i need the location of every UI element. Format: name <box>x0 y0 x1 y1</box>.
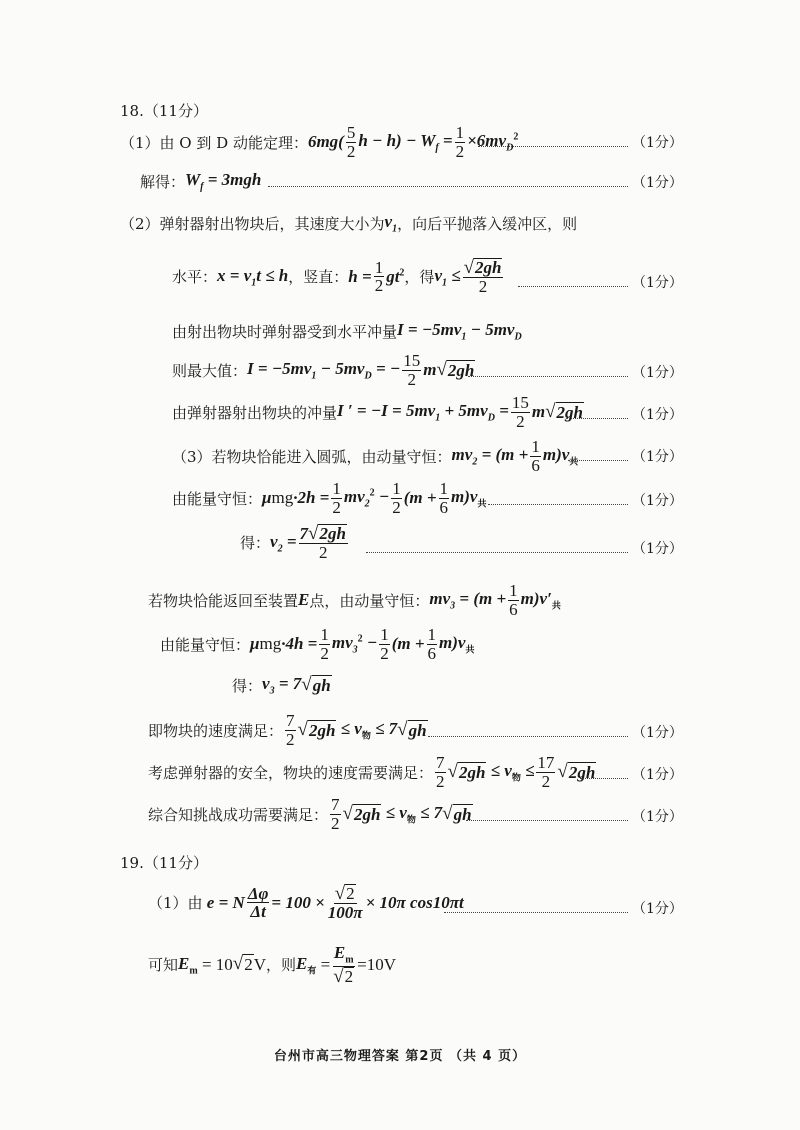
leader-dots <box>468 376 628 377</box>
leader-dots <box>466 820 628 821</box>
leader-dots <box>428 736 628 737</box>
q18-p3-v3: 得： $v_3 = 7$ √ gh <box>232 673 331 697</box>
score-mark: （1分） <box>632 135 683 151</box>
score-mark: （1分） <box>632 493 683 509</box>
score-mark: （1分） <box>632 901 683 917</box>
q18-p3-return-energy: 由能量守恒： μ mg ·4h = $\frac{1}{2}$ $mv_3^2$ − $\frac{1}{2}$ (m + $\frac{1}{6}$ $m)v_共$ <box>160 625 475 663</box>
q19-heading: 19.（11分） <box>120 854 208 872</box>
score-mark: （1分） <box>632 407 683 423</box>
q19-p1-equation: （1）由 e = N $\frac{\Delta\varphi}{\Delta t}$ = 100 × √ 2 100π × 10π cos10πt <box>148 883 464 922</box>
q18-heading: 18.（11分） <box>120 102 208 120</box>
leader-dots <box>366 552 628 553</box>
q18-p3-final-range: 综合知挑战成功需要满足： $\frac{7}{2}$ √ 2gh ≤ $v_物 \le 7$ √ gh <box>148 795 472 833</box>
leader-dots <box>518 286 628 287</box>
score-mark: （1分） <box>632 275 683 291</box>
q18-p3-speed-range: 即物块的速度满足： $\frac{7}{2}$ √ 2gh ≤ $v_物 \le 7$ √ gh <box>148 711 427 749</box>
q19-p1-result: 可知 $E_m$ = 10 √ 2 V ，则 $E_有$ = $E_m$ √ 2 =10V <box>148 943 397 987</box>
q18-p1-equation: （1）由 O 到 D 动能定理： 6mg( $\frac{5}{2}$ $h - h) - W_f$ = $\frac{1}{2}$ $\times 6mv_D^2$ <box>120 123 519 161</box>
score-mark: （1分） <box>632 809 683 825</box>
q18-p1-result: 解得： $W_f = 3mgh$ <box>140 170 262 193</box>
leader-dots <box>268 186 628 187</box>
score-mark: （1分） <box>632 175 683 191</box>
leader-dots <box>568 460 628 461</box>
page-footer: 台州市高三物理答案 第2页 （共 4 页） <box>273 1049 527 1064</box>
q18-p2-projectile: 水平： $x = v_1t \le h$ ，竖直： h = $\frac{1}{2}$ $gt^2$ ，得 $v_1$ ≤ √ 2gh 2 <box>172 257 502 296</box>
leader-dots <box>488 504 628 505</box>
q18-p3-return-momentum: 若物块恰能返回至装置 E 点，由动量守恒： $mv_3 = (m$ + $\frac{1}{6}$ $m)v'_共$ <box>148 581 561 619</box>
score-mark: （1分） <box>632 541 683 557</box>
leader-dots <box>444 912 628 913</box>
score-mark: （1分） <box>632 449 683 465</box>
q18-p2-max: 则最大值： $I = -5mv_1 - 5mv_D$ = − $\frac{15}{2}$ m √ 2gh <box>172 351 475 389</box>
q18-p3-momentum: （3）若物块恰能进入圆弧，由动量守恒： $mv_2 = (m$ + $\frac{1}{6}$ $m)v_共$ <box>172 437 579 475</box>
leader-dots <box>566 418 628 419</box>
q18-p2-block-impulse: 由弹射器射出物块的冲量 I ′ = $-I = 5mv_1 + 5mv_D$ = $\frac{15}{2}$ m √ 2gh <box>172 393 584 431</box>
score-mark: （1分） <box>632 365 683 381</box>
q18-p3-energy: 由能量守恒： μ mg ·2h = $\frac{1}{2}$ $mv_2^2$ − $\frac{1}{2}$ (m + $\frac{1}{6}$ $m)v_共$ <box>172 479 487 517</box>
score-mark: （1分） <box>632 725 683 741</box>
score-mark: （1分） <box>632 767 683 783</box>
q18-p2-intro: （2）弹射器射出物块后，其速度大小为 $v_1$ ，向后平抛落入缓冲区，则 <box>120 212 578 235</box>
q18-p3-safety-range: 考虑弹射器的安全，物块的速度需要满足： $\frac{7}{2}$ √ 2gh ≤ $v_物$ ≤ $\frac{17}{2}$ √ 2gh <box>148 753 596 791</box>
leader-dots <box>478 146 628 147</box>
q18-p3-v2: 得： $v_2$ = 7 √ 2gh 2 <box>240 523 346 562</box>
q18-p2-impulse: 由射出物块时弹射器受到水平冲量 $I = -5mv_1 - 5mv_D$ <box>172 320 522 343</box>
leader-dots <box>580 778 628 779</box>
